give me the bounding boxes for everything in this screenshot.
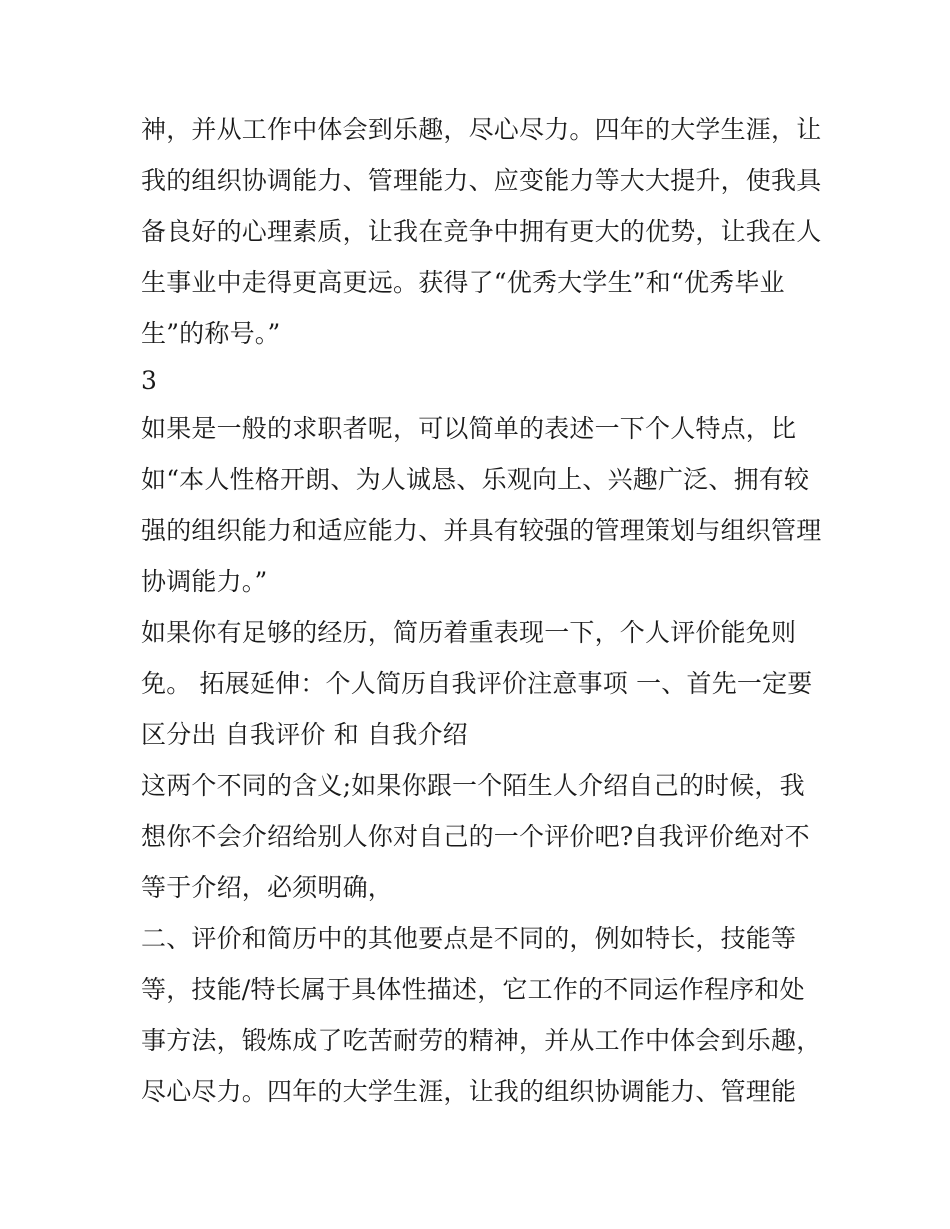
text-line: 等于介绍，必须明确， xyxy=(141,873,394,902)
document-body xyxy=(141,104,821,1117)
text-line: 强的组织能力和适应能力、并具有较强的管理策划与组织管理 xyxy=(141,516,822,545)
text-line: 如“本人性格开朗、为人诚恳、乐观向上、兴趣广泛、拥有较 xyxy=(141,465,810,494)
text-line: 二、评价和简历中的其他要点是不同的，例如特长，技能等 xyxy=(141,924,797,953)
text-line: 区分出 自我评价 和 自我介绍 xyxy=(141,720,468,749)
text-line: 这两个不同的含义;如果你跟一个陌生人介绍自己的时候，我 xyxy=(141,771,805,800)
text-line: 尽心尽力。四年的大学生涯，让我的组织协调能力、管理能 xyxy=(141,1077,797,1106)
text-line: 备良好的心理素质，让我在竞争中拥有更大的优势，让我在人 xyxy=(141,217,822,246)
text-line: 等，技能/特长属于具体性描述，它工作的不同运作程序和处 xyxy=(141,975,805,1004)
text-line: 免。 拓展延伸：个人简历自我评价注意事项 一、首先一定要 xyxy=(141,669,813,698)
text-line: 生”的称号。” xyxy=(141,319,281,348)
text-line: 神，并从工作中体会到乐趣，尽心尽力。四年的大学生涯，让 xyxy=(141,115,822,144)
text-line: 如果你有足够的经历，简历着重表现一下，个人评价能免则 xyxy=(141,618,797,647)
text-line: 事方法，锻炼成了吃苦耐劳的精神，并从工作中体会到乐趣， xyxy=(141,1026,822,1055)
section-number: 3 xyxy=(141,366,158,395)
text-line: 生事业中走得更高更远。获得了“优秀大学生”和“优秀毕业 xyxy=(141,268,785,297)
text-line: 如果是一般的求职者呢，可以简单的表述一下个人特点，比 xyxy=(141,414,797,443)
text-line: 我的组织协调能力、管理能力、应变能力等大大提升，使我具 xyxy=(141,166,822,195)
text-line: 协调能力。” xyxy=(141,567,268,596)
text-line: 想你不会介绍给别人你对自己的一个评价吧?自我评价绝对不 xyxy=(141,822,810,851)
